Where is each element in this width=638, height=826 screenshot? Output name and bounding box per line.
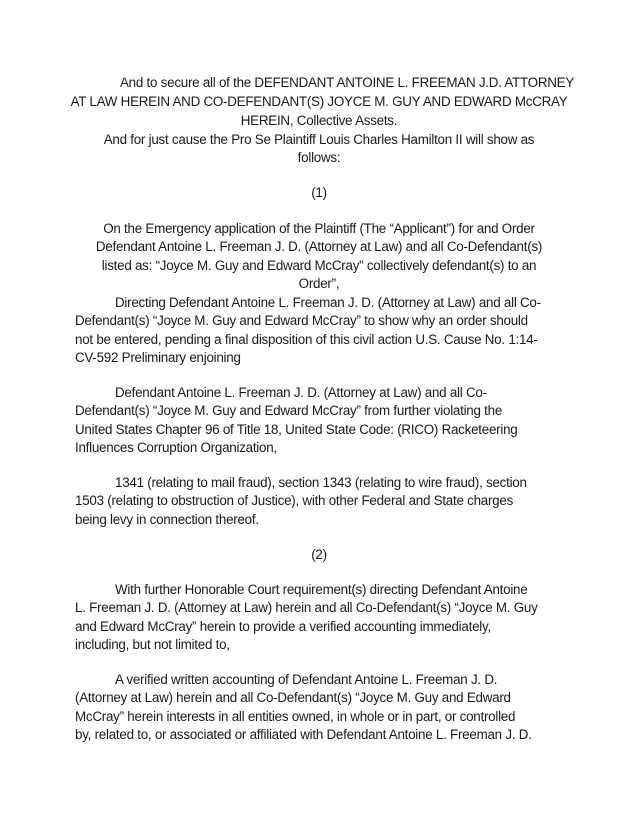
- paragraph-line: not be entered, pending a final disposition of this civil action U.S. Cause No. 1:14-: [75, 332, 538, 347]
- paragraph-line: Defendant(s) “Joyce M. Guy and Edward McCray” to show why an order should: [75, 313, 528, 328]
- paragraph-line: CV-592 Preliminary enjoining: [75, 350, 241, 365]
- intro-line: HEREIN, Collective Assets.: [240, 113, 398, 128]
- paragraph-line: A verified written accounting of Defendant Antoine L. Freeman J. D.: [115, 672, 498, 687]
- paragraph-line: being levy in connection thereof.: [75, 512, 259, 527]
- section1-heading-line: On the Emergency application of the Plaintiff (The “Applicant”) for and Order: [103, 221, 535, 236]
- section1-heading-line: listed as: “Joyce M. Guy and Edward McCray” collectively defendant(s) to an: [101, 258, 537, 273]
- paragraph-line: With further Honorable Court requirement(s) directing Defendant Antoine: [115, 582, 528, 597]
- section1-heading-line: Order”,: [298, 276, 340, 291]
- intro-line: And for just cause the Pro Se Plaintiff Louis Charles Hamilton II will show as: [103, 132, 535, 147]
- section1-heading-line: Defendant Antoine L. Freeman J. D. (Attorney at Law) and all Co-Defendant(s): [95, 239, 543, 254]
- section-number-1: (1): [311, 185, 327, 200]
- paragraph-line: (Attorney at Law) herein and all Co-Defendant(s) “Joyce M. Guy and Edward: [75, 690, 511, 705]
- paragraph-line: L. Freeman J. D. (Attorney at Law) herein and all Co-Defendant(s) “Joyce M. Guy: [75, 600, 538, 615]
- intro-line: And to secure all of the DEFENDANT ANTOINE L. FREEMAN J.D. ATTORNEY: [120, 75, 575, 90]
- paragraph-line: Directing Defendant Antoine L. Freeman J. D. (Attorney at Law) and all Co-: [115, 295, 541, 310]
- paragraph-line: 1503 (relating to obstruction of Justice), with other Federal and State charges: [75, 493, 514, 508]
- intro-line: AT LAW HEREIN AND CO-DEFENDANT(S) JOYCE M. GUY AND EDWARD McCRAY: [70, 94, 568, 109]
- paragraph-line: Influences Corruption Organization,: [75, 440, 277, 455]
- paragraph-line: Defendant(s) “Joyce M. Guy and Edward McCray” from further violating the: [75, 403, 503, 418]
- paragraph-line: including, but not limited to,: [75, 637, 230, 652]
- section-number-2: (2): [311, 547, 327, 562]
- paragraph-line: McCray” herein interests in all entities owned, in whole or in part, or controlled: [75, 709, 516, 724]
- paragraph-line: by, related to, or associated or affiliated with Defendant Antoine L. Freeman J. D.: [75, 727, 532, 742]
- paragraph-line: 1341 (relating to mail fraud), section 1343 (relating to wire fraud), section: [115, 475, 527, 490]
- paragraph-line: Defendant Antoine L. Freeman J. D. (Attorney at Law) and all Co-: [115, 385, 487, 400]
- paragraph-line: and Edward McCray” herein to provide a verified accounting immediately,: [75, 619, 491, 634]
- intro-line: follows:: [297, 150, 341, 165]
- paragraph-line: United States Chapter 96 of Title 18, United State Code: (RICO) Racketeering: [75, 422, 518, 437]
